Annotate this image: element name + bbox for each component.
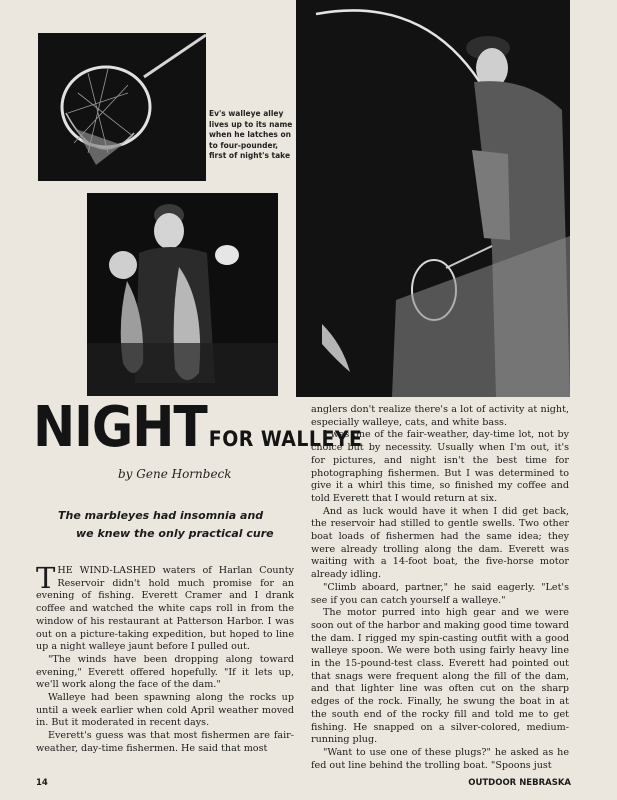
paragraph: "Climb aboard, partner," he said eagerly. "Let's see if you can catch yourself a walleye." [311,581,569,606]
magazine-name: OUTDOOR NEBRASKA [468,778,571,788]
caption-line: first of night's take [209,151,291,161]
photo-anglers-with-fish [87,193,278,396]
caption-line: Ev's walleye alley [209,109,284,118]
paragraph: anglers don't realize there's a lot of activity at night, especially walleye, cats, and white bass. [311,404,569,428]
subhead-line: The marbleyes had insomnia and [58,509,264,522]
paragraph: And as luck would have it when I did get back, the reservoir had stilled to gentle swells. Two other boat loads of fishermen had the same idea; they were already trolling along the dam. Everett was waiting with a 14-foot boat, the five-horse motor already idling. [311,505,569,581]
paragraph: Walleye had been spawning along the rocks up until a week earlier when cold April weather moved in. But it moderated in recent days. [36,692,294,729]
caption-line: lives up to its name [209,119,293,129]
paragraph: "Want to use one of these plugs?" he asked as he fed out line behind the trolling boat. "Spoons just [311,746,569,771]
subhead [58,507,278,543]
byline: by Gene Hornbeck [118,467,232,481]
page-number: 14 [36,778,48,788]
title-main: NIGHT [33,395,207,460]
paragraph [36,561,294,654]
subhead-line: we knew the only practical cure [76,527,274,540]
photo-caption [209,109,293,162]
drop-cap: T [36,561,56,595]
body-column-left [36,561,294,756]
caption-line: when he latches on [209,130,291,140]
title-sub: FOR WALLEYE [208,427,363,451]
paragraph: Everett's guess was that most fishermen are fair-weather, day-time fishermen. He said that most [36,730,294,754]
body-column-right [311,404,569,772]
paragraph-text: HE WIND-LASHED waters of Harlan County Reservoir didn't hold much promise for an evening of fishing. Everett Cramer and I drank coffee and watched the white caps roll in from the window of his restaurant at Patterson Harbor. I was out on a picture-taking expedition, but hoped to line up a night walleye jaunt before I pulled out. [36,565,294,653]
photo-landing-net [38,33,206,181]
caption-line: to four-pounder, [209,140,279,150]
paragraph: The motor purred into high gear and we were soon out of the harbor and making good time toward the dam. I rigged my spin-casting outfit with a good walleye spoon. We were both using fairly heavy line in the 15-pound-test class. Everett had pointed out that snags were frequent along the fill of the dam, and that lighter line was often cut on the sharp edges of the rock. Finally, he swung the boat in at the south end of the rocky fill and told me to get fishing. He snapped on a silver-colored, medium-running plug. [311,607,569,746]
paragraph: I was one of the fair-weather, day-time lot, not by choice but by necessity. Usually when I'm out, it's for pictures, and night isn't the best time for photographing fishermen. But I was determined to give it a whirl this time, so finished my coffee and told Everett that I would return at six. [311,429,569,504]
paragraph: "The winds have been dropping along toward evening," Everett offered hopefully. "If it lets up, we'll work along the face of the dam." [36,653,294,691]
photo-angler-landing-walleye [296,0,570,397]
